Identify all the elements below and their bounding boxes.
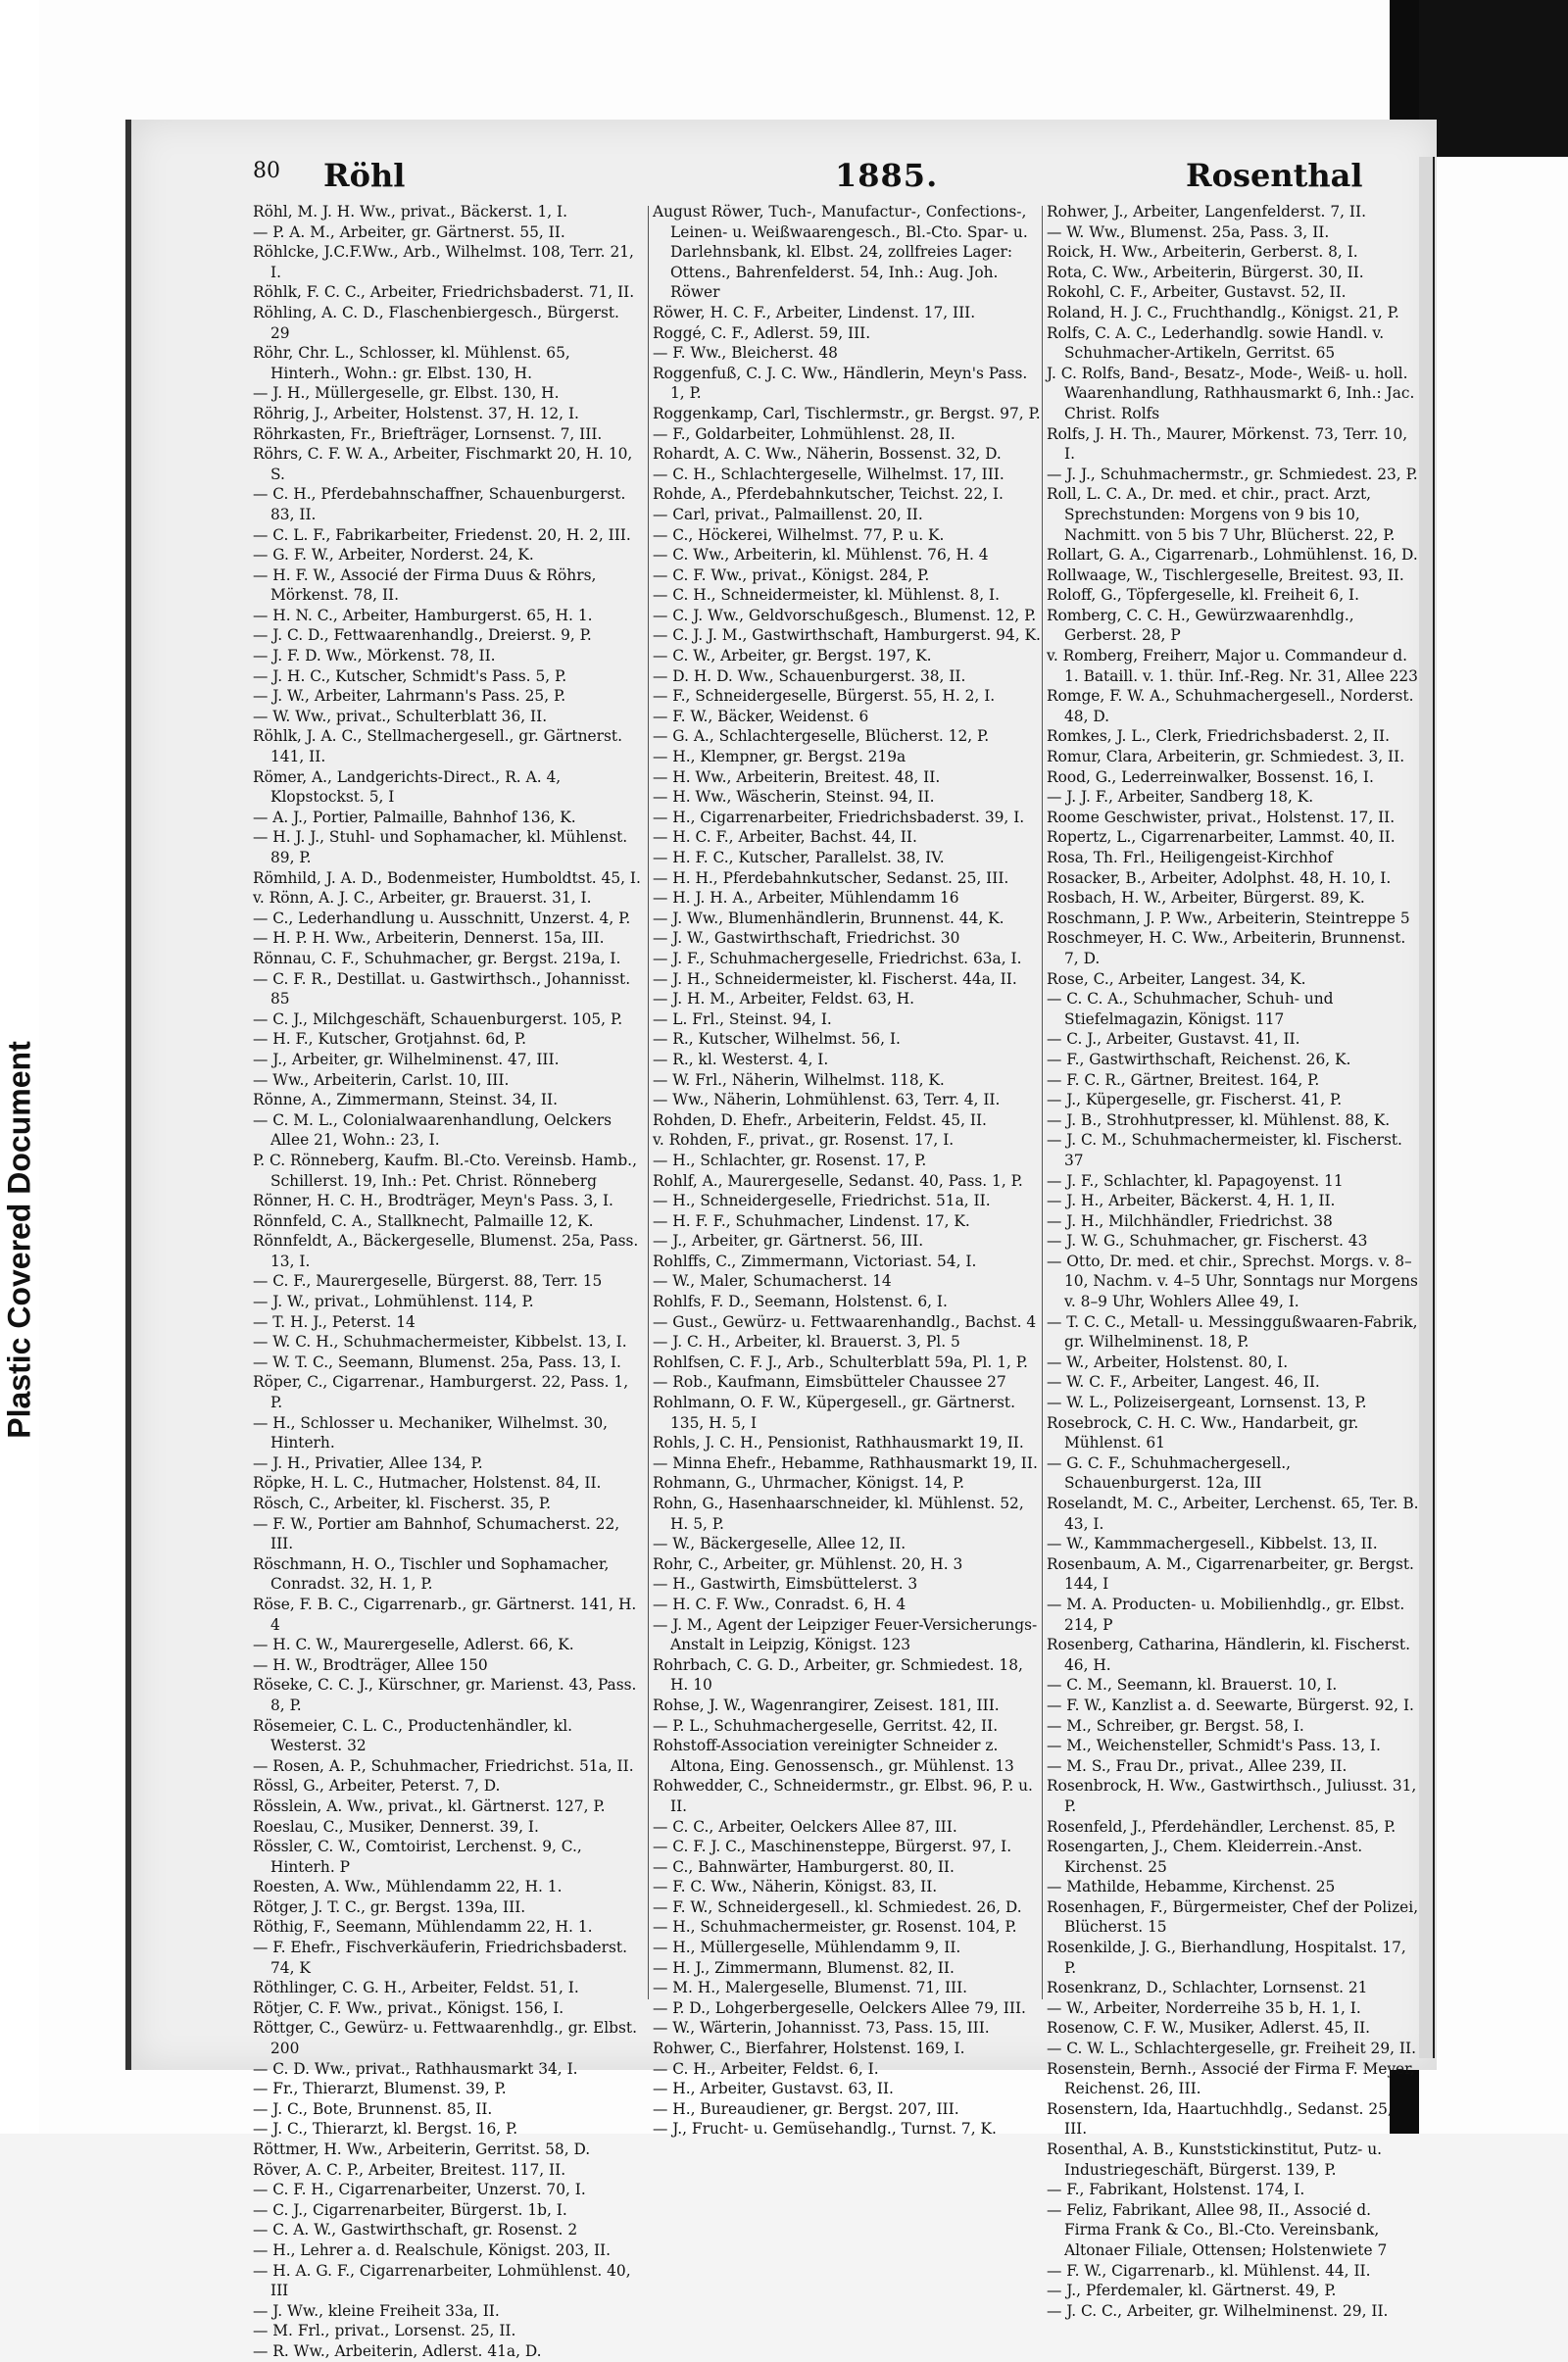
directory-entry: — C. M. L., Colonialwaarenhandlung, Oelckers Allee 21, Wohn.: 23, I. [253,1110,612,1150]
directory-entry: Röwer, H. C. F., Arbeiter, Lindenst. 17, III. [653,303,976,321]
directory-entry: — J., Arbeiter, gr. Gärtnerst. 56, III. [653,1232,924,1251]
directory-entry: — J. Ww., kleine Freiheit 33a, II. [253,2301,500,2320]
directory-entry: — W. Frl., Näherin, Wilhelmst. 118, K. [653,1070,945,1089]
directory-entry: — M., Weichensteller, Schmidt's Pass. 13, I. [1047,1737,1381,1755]
directory-entry: — H. Ww., Wäscherin, Steinst. 94, II. [653,788,935,807]
directory-entry: — Minna Ehefr., Hebamme, Rathhausmarkt 19, II. [653,1453,1038,1472]
directory-entry: — H. J., Zimmermann, Blumenst. 82, II. [653,1958,955,1977]
directory-entry: — C. J. Ww., Geldvorschußgesch., Blumenst. 12, P. [653,606,1037,624]
directory-entry: Rohlmann, O. F. W., Küpergesell., gr. Gärtnerst. 135, H. 5, I [653,1394,1015,1432]
directory-entry: Rönnfeld, C. A., Stallknecht, Palmaille 12, K. [253,1211,594,1230]
directory-entry: — P. L., Schuhmachergeselle, Gerritst. 42, II. [653,1716,999,1735]
directory-entry: — C. J., Cigarrenarbeiter, Bürgerst. 1b, I. [253,2200,567,2219]
directory-entry: — F., Fabrikant, Holstenst. 174, I. [1047,2181,1305,2199]
directory-entry: Röseke, C. C. J., Kürschner, gr. Marienst. 43, Pass. 8, P. [253,1676,637,1714]
directory-entry: v. Rohden, F., privat., gr. Rosenst. 17, I. [653,1131,955,1150]
directory-entry: — W. C. F., Arbeiter, Langest. 46, II. [1047,1373,1320,1392]
directory-entry: — F. W., Schneidergesell., kl. Schmiedest. 26, D. [653,1897,1022,1916]
directory-entry: — J. H. M., Arbeiter, Feldst. 63, H. [653,990,915,1009]
directory-entry: — F. C. Ww., Näherin, Königst. 83, II. [653,1878,938,1896]
directory-entry: — C. W., Arbeiter, gr. Bergst. 197, K. [653,647,932,665]
directory-entry: — W., Bäckergeselle, Allee 12, II. [653,1535,906,1553]
directory-entry: — J. W., Gastwirthschaft, Friedrichst. 30 [653,929,960,948]
directory-entry: — J., Arbeiter, gr. Wilhelminenst. 47, III. [253,1050,560,1068]
directory-entry: — M. H., Malergeselle, Blumenst. 71, III. [653,1979,968,1997]
directory-entry: Röttger, C., Gewürz- u. Fettwaarenhdlg., gr. Elbst. 200 [253,2019,637,2058]
directory-entry: — C. H., Schlachtergeselle, Wilhelmst. 17, III. [653,465,1004,483]
directory-entry: — F. C. R., Gärtner, Breitest. 164, P. [1047,1070,1320,1089]
directory-entry: Rohden, D. Ehefr., Arbeiterin, Feldst. 45, II. [653,1110,987,1129]
directory-entry: — H., Müllergeselle, Mühlendamm 9, II. [653,1939,961,1957]
directory-entry: Roick, H. Ww., Arbeiterin, Gerberst. 8, I. [1047,243,1358,262]
column-3 [1047,202,1419,2320]
directory-entry: — J. F., Schuhmachergeselle, Friedrichst. 63a, I. [653,949,1022,967]
directory-entry: Roselandt, M. C., Arbeiter, Lerchenst. 65, Ter. B. 43, I. [1047,1495,1419,1533]
directory-entry: Rosenthal, A. B., Kunststickinstitut, Putz- u. Industriegeschäft, Bürgerst. 139, P. [1047,2141,1383,2179]
directory-entry: — J. M., Agent der Leipziger Feuer-Versicherungs-Anstalt in Leipzig, Königst. 123 [653,1615,1038,1654]
directory-entry: Röpke, H. L. C., Hutmacher, Holstenst. 84, II. [253,1474,602,1493]
directory-entry: — A. J., Portier, Palmaille, Bahnhof 136, K. [253,808,576,826]
directory-entry: — J. F., Schlachter, kl. Papagoyenst. 11 [1047,1171,1344,1190]
directory-entry: Rohlfs, F. D., Seemann, Holstenst. 6, I. [653,1293,948,1311]
directory-entry: — H. A. G. F., Cigarrenarbeiter, Lohmühlenst. 40, III [253,2261,631,2300]
directory-entry: Roland, H. J. C., Fruchthandlg., Königst. 21, P. [1047,303,1399,321]
directory-entry: Rössler, C. W., Comtoirist, Lerchenst. 9, C., Hinterh. P [253,1838,582,1876]
directory-entry: Rösch, C., Arbeiter, kl. Fischerst. 35, P. [253,1495,551,1512]
directory-entry: Rönne, A., Zimmermann, Steinst. 34, II. [253,1091,558,1109]
directory-entry: Rosenkranz, D., Schlachter, Lornsenst. 21 [1047,1979,1368,1997]
directory-entry: Rohlfsen, C. F. J., Arb., Schulterblatt 59a, Pl. 1, P. [653,1353,1028,1371]
directory-entry: Rosenfeld, J., Pferdehändler, Lerchenst. 85, P. [1047,1817,1396,1836]
directory-entry: Rood, G., Lederreinwalker, Bossenst. 16, I. [1047,767,1374,786]
directory-entry: Rohlffs, C., Zimmermann, Victoriast. 54, I. [653,1252,977,1270]
directory-entry: Rolfs, C. A. C., Lederhandlg. sowie Handl. v. Schuhmacher-Artikeln, Gerritst. 65 [1047,323,1385,363]
directory-entry: — J. C., Thierarzt, kl. Bergst. 16, P. [253,2120,518,2139]
directory-entry: — W., Arbeiter, Norderreihe 35 b, H. 1, I. [1047,1998,1361,2017]
directory-entry: — H. J. J., Stuhl- und Sophamacher, kl. Mühlenst. 89, P. [253,828,628,866]
directory-entry: Rohn, G., Hasenhaarschneider, kl. Mühlenst. 52, H. 5, P. [653,1495,1024,1533]
directory-entry: Rohmann, G., Uhrmacher, Königst. 14, P. [653,1474,965,1493]
header-year: 1885. [835,157,939,194]
directory-entry: — J. H. C., Kutscher, Schmidt's Pass. 5, P. [253,666,567,685]
directory-entry: — H. H., Pferdebahnkutscher, Sedanst. 25, III. [653,868,1009,887]
directory-entry: — H. P. H. Ww., Arbeiterin, Dennerst. 15a, III. [253,929,605,948]
directory-entry: — C. M., Seemann, kl. Brauerst. 10, I. [1047,1676,1338,1695]
directory-entry: — F. Ww., Bleicherst. 48 [653,344,838,363]
directory-entry: — H., Gastwirth, Eimsbüttelerst. 3 [653,1575,918,1594]
directory-entry: Römhild, J. A. D., Bodenmeister, Humboldtst. 45, I. [253,868,641,887]
directory-entry: — C. F. Ww., privat., Königst. 284, P. [653,566,930,584]
directory-entry: Röhrs, C. F. W. A., Arbeiter, Fischmarkt 20, H. 10, S. [253,445,633,483]
directory-entry: — C. C. A., Schuhmacher, Schuh- und Stiefelmagazin, Königst. 117 [1047,990,1334,1028]
directory-entry: Rose, C., Arbeiter, Langest. 34, K. [1047,969,1306,988]
directory-entry: Rokohl, C. F., Arbeiter, Gustavst. 52, II. [1047,283,1347,302]
header-left-word: Röhl [323,157,406,194]
directory-entry: — Feliz, Fabrikant, Allee 98, II., Associé d. Firma Frank & Co., Bl.-Cto. Vereinsbank, Altonaer Filiale, Ottensen; Holstenwiete 7 [1047,2200,1388,2259]
directory-entry: Rosenstein, Bernh., Associé der Firma F. Meyer, Reichenst. 26, III. [1047,2059,1415,2098]
directory-entry: — C. F. R., Destillat. u. Gastwirthsch., Johannisst. 85 [253,969,631,1009]
directory-entry: Romge, F. W. A., Schuhmachergesell., Norderst. 48, D. [1047,687,1414,725]
directory-entry: — C., Bahnwärter, Hamburgerst. 80, II. [653,1857,955,1876]
directory-entry: Rosenbrock, H. Ww., Gastwirthsch., Juliusst. 31, P. [1047,1777,1417,1815]
directory-entry: — C. C., Arbeiter, Oelckers Allee 87, III. [653,1817,957,1836]
directory-entry: — J. J., Schuhmachermstr., gr. Schmiedest. 23, P. [1047,465,1418,483]
directory-entry: — H., Lehrer a. d. Realschule, Königst. 203, II. [253,2240,612,2259]
directory-entry: Rosbach, H. W., Arbeiter, Bürgerst. 89, K. [1047,889,1365,908]
page-edge [1419,157,1435,2058]
directory-entry: — W., Maler, Schumacherst. 14 [653,1272,892,1291]
directory-entry: — C., Höckerei, Wilhelmst. 77, P. u. K. [653,525,945,544]
directory-entry: J. C. Rolfs, Band-, Besatz-, Mode-, Weiß- u. holl. Waarenhandlung, Rathhausmarkt 6, Inh.: Jac. Christ. Rolfs [1047,364,1415,422]
directory-entry: Rohardt, A. C. Ww., Näherin, Bossenst. 32, D. [653,445,1002,464]
directory-entry: — C. J. J. M., Gastwirthschaft, Hamburgerst. 94, K. [653,626,1041,645]
directory-entry: — C. F. J. C., Maschinensteppe, Bürgerst. 97, I. [653,1838,1012,1856]
directory-entry: — J. F. D. Ww., Mörkenst. 78, II. [253,647,496,665]
directory-entry: Rohls, J. C. H., Pensionist, Rathhausmarkt 19, II. [653,1434,1024,1452]
directory-entry: Rössl, G., Arbeiter, Peterst. 7, D. [253,1777,501,1796]
directory-entry: Rosenhagen, F., Bürgermeister, Chef der Polizei, Blücherst. 15 [1047,1897,1419,1937]
directory-entry: — Ww., Arbeiterin, Carlst. 10, III. [253,1070,510,1089]
directory-entry: — G. A., Schlachtergeselle, Blücherst. 12, P. [653,727,990,746]
directory-entry: — J. H., Milchhändler, Friedrichst. 38 [1047,1211,1333,1230]
directory-entry: — J. C. D., Fettwaarenhandlg., Dreierst. 9, P. [253,626,592,645]
directory-entry: Rohde, A., Pferdebahnkutscher, Teichst. 22, I. [653,485,1004,504]
directory-entry: Roschmann, J. P. Ww., Arbeiterin, Steintreppe 5 [1047,909,1410,927]
directory-entry: Röhr, Chr. L., Schlosser, kl. Mühlenst. 65, Hinterh., Wohn.: gr. Elbst. 130, H. [253,344,570,382]
directory-entry: — J. C. H., Arbeiter, kl. Brauerst. 3, Pl. 5 [653,1333,960,1352]
directory-entry: — J. H., Arbeiter, Bäckerst. 4, H. 1, II. [1047,1192,1336,1210]
directory-entry: — M. A. Producten- u. Mobilienhdlg., gr. Elbst. 214, P [1047,1595,1405,1634]
directory-entry: — H., Cigarrenarbeiter, Friedrichsbaderst. 39, I. [653,808,1025,826]
directory-entry: Rolfs, J. H. Th., Maurer, Mörkenst. 73, Terr. 10, I. [1047,424,1408,464]
directory-entry: Rönnau, C. F., Schuhmacher, gr. Bergst. 219a, I. [253,949,621,967]
directory-entry: — J., Küpergeselle, gr. Fischerst. 41, P. [1047,1091,1343,1109]
directory-entry: — H. C. W., Maurergeselle, Adlerst. 66, K. [253,1636,574,1654]
directory-entry: — H. F. W., Associé der Firma Duus & Röhrs, Mörkenst. 78, II. [253,566,597,605]
directory-entry: — H., Bureaudiener, gr. Bergst. 207, III. [653,2099,959,2118]
directory-entry: Romur, Clara, Arbeiterin, gr. Schmiedest. 3, II. [1047,748,1405,766]
directory-entry: Rosenow, C. F. W., Musiker, Adlerst. 45, II. [1047,2019,1371,2038]
directory-entry: — R. Ww., Arbeiterin, Adlerst. 41a, D. [253,2341,542,2360]
directory-entry: — P. A. M., Arbeiter, gr. Gärtnerst. 55, II. [253,222,565,241]
directory-entry: Röhrkasten, Fr., Briefträger, Lornsenst. 7, III. [253,424,603,443]
directory-entry: — L. Frl., Steinst. 94, I. [653,1009,832,1028]
directory-entry: Röse, F. B. C., Cigarrenarb., gr. Gärtnerst. 141, H. 4 [253,1595,637,1634]
directory-entry: — C., Lederhandlung u. Ausschnitt, Unzerst. 4, P. [253,909,631,927]
directory-entry: Rönner, H. C. H., Brodträger, Meyn's Pass. 3, I. [253,1192,613,1210]
directory-entry: — C. F. H., Cigarrenarbeiter, Unzerst. 70, I. [253,2181,586,2199]
directory-entry: — Otto, Dr. med. et chir., Sprechst. Morgs. v. 8–10, Nachm. v. 4–5 Uhr, Sonntags nur Morgens v. 8–9 Uhr, Wohlers Allee 49, I. [1047,1252,1418,1311]
directory-entry: — H. J. H. A., Arbeiter, Mühlendamm 16 [653,889,959,908]
directory-entry: Rosenstern, Ida, Haartuchhdlg., Sedanst. 25, III. [1047,2099,1393,2139]
directory-entry: — C. F., Maurergeselle, Bürgerst. 88, Terr. 15 [253,1272,603,1291]
directory-entry: Rosacker, B., Arbeiter, Adolphst. 48, H. 10, I. [1047,868,1392,887]
directory-entry: — W. C. H., Schuhmachermeister, Kibbelst. 13, I. [253,1333,627,1352]
directory-entry: — W., Kammmachergesell., Kibbelst. 13, II. [1047,1535,1378,1553]
directory-entry: — H. C. F., Arbeiter, Bachst. 44, II. [653,828,917,847]
directory-entry: Rohwer, C., Bierfahrer, Holstenst. 169, I. [653,2040,965,2058]
directory-entry: Röschmann, H. O., Tischler und Sophamacher, Conradst. 32, H. 1, P. [253,1554,610,1594]
directory-entry: — G. F. W., Arbeiter, Norderst. 24, K. [253,546,534,565]
directory-entry: — J. J. F., Arbeiter, Sandberg 18, K. [1047,788,1314,807]
directory-entry: Rohse, J. W., Wagenrangirer, Zeisest. 181, III. [653,1696,1000,1714]
directory-entry: — J. Ww., Blumenhändlerin, Brunnenst. 44, K. [653,909,1004,927]
directory-entry: Röver, A. C. P., Arbeiter, Breitest. 117, II. [253,2160,566,2179]
directory-entry: — H. F., Kutscher, Grotjahnst. 6d, P. [253,1030,526,1049]
directory-entry: — Ww., Näherin, Lohmühlenst. 63, Terr. 4, II. [653,1091,1001,1109]
directory-entry: Rosengarten, J., Chem. Kleiderrein.-Anst. Kirchenst. 25 [1047,1838,1363,1876]
directory-entry: Rosenberg, Catharina, Händlerin, kl. Fischerst. 46, H. [1047,1636,1410,1674]
directory-entry: — C. H., Arbeiter, Feldst. 6, I. [653,2059,879,2078]
directory-entry: Römer, A., Landgerichts-Direct., R. A. 4, Klopstockst. 5, I [253,767,562,807]
directory-entry: — Rosen, A. P., Schuhmacher, Friedrichst. 51a, II. [253,1756,634,1775]
directory-entry: — C. A. W., Gastwirthschaft, gr. Rosenst. 2 [253,2221,578,2239]
column-1 [253,202,643,2360]
directory-entry: — H. F. C., Kutscher, Parallelst. 38, IV. [653,849,945,866]
directory-entry: — J., Pferdemaler, kl. Gärtnerst. 49, P. [1047,2282,1337,2300]
directory-entry: — F. W., Portier am Bahnhof, Schumacherst. 22, III. [253,1514,620,1553]
directory-entry: — C. D. Ww., privat., Rathhausmarkt 34, I. [253,2059,578,2078]
directory-entry: Röper, C., Cigarrenar., Hamburgerst. 22, Pass. 1, P. [253,1373,629,1412]
header-right-word: Rosenthal [1186,157,1363,194]
directory-entry: — R., kl. Westerst. 4, I. [653,1050,829,1068]
directory-entry: — F. W., Cigarrenarb., kl. Mühlenst. 44, II. [1047,2261,1371,2280]
directory-entry: — H., Schneidergeselle, Friedrichst. 51a, II. [653,1192,991,1210]
side-label-text: Plastic Covered Document [1,1041,37,1439]
directory-entry: — Gust., Gewürz- u. Fettwaarenhandlg., Bachst. 4 [653,1312,1037,1331]
directory-entry: Rohlf, A., Maurergeselle, Sedanst. 40, Pass. 1, P. [653,1171,1023,1190]
directory-entry: — H., Arbeiter, Gustavst. 63, II. [653,2080,894,2098]
column-rule [648,206,649,1999]
directory-entry: — J. W. G., Schuhmacher, gr. Fischerst. 43 [1047,1232,1368,1251]
directory-entry: Rötjer, C. F. Ww., privat., Königst. 156, I. [253,1998,564,2017]
directory-entry: Roloff, G., Töpfergeselle, kl. Freiheit 6, I. [1047,586,1359,605]
directory-entry: — J. C., Bote, Brunnenst. 85, II. [253,2099,493,2118]
directory-entry: — C. J., Milchgeschäft, Schauenburgerst. 105, P. [253,1009,623,1028]
directory-entry: — W. T. C., Seemann, Blumenst. 25a, Pass. 13, I. [253,1353,621,1371]
directory-entry: — Rob., Kaufmann, Eimsbütteler Chaussee 27 [653,1373,1006,1392]
directory-entry: Rötger, J. T. C., gr. Bergst. 139a, III. [253,1897,526,1916]
directory-entry: — F. Ehefr., Fischverkäuferin, Friedrichsbaderst. 74, K [253,1939,627,1977]
directory-entry: Röttmer, H. Ww., Arbeiterin, Gerritst. 58, D. [253,2141,591,2158]
directory-entry: — H., Klempner, gr. Bergst. 219a [653,748,906,766]
directory-entry: Roggenkamp, Carl, Tischlermstr., gr. Bergst. 97, P. [653,404,1041,422]
directory-entry: — H. N. C., Arbeiter, Hamburgerst. 65, H. 1. [253,606,593,624]
directory-entry: Röhlk, F. C. C., Arbeiter, Friedrichsbaderst. 71, II. [253,283,635,302]
directory-entry: — H. F. F., Schuhmacher, Lindenst. 17, K. [653,1211,970,1230]
directory-entry: Roesten, A. Ww., Mühlendamm 22, H. 1. [253,1878,563,1896]
directory-entry: — C. W. L., Schlachtergeselle, gr. Freiheit 29, II. [1047,2040,1416,2058]
directory-entry: — C. J., Arbeiter, Gustavst. 41, II. [1047,1030,1300,1049]
directory-entry: Rosebrock, C. H. C. Ww., Handarbeit, gr. Mühlenst. 61 [1047,1413,1359,1452]
directory-entry: Rösemeier, C. L. C., Productenhändler, kl. Westerst. 32 [253,1716,573,1755]
directory-entry: Rota, C. Ww., Arbeiterin, Bürgerst. 30, II. [1047,263,1364,281]
directory-entry: — W. Ww., Blumenst. 25a, Pass. 3, II. [1047,222,1330,241]
directory-entry: Romberg, C. C. H., Gewürzwaarenhdlg., Gerberst. 28, P [1047,606,1354,645]
directory-entry: Röthlinger, C. G. H., Arbeiter, Feldst. 51, I. [253,1979,579,1997]
directory-entry: — W. L., Polizeisergeant, Lornsenst. 13, P. [1047,1394,1367,1412]
directory-entry: Rohr, C., Arbeiter, gr. Mühlenst. 20, H. 3 [653,1554,963,1573]
directory-entry: Röthig, F., Seemann, Mühlendamm 22, H. 1. [253,1918,593,1937]
directory-entry: Roome Geschwister, privat., Holstenst. 17, II. [1047,808,1396,826]
directory-entry: Rosenbaum, A. M., Cigarrenarbeiter, gr. Bergst. 144, I [1047,1554,1414,1594]
directory-entry: Ropertz, L., Cigarrenarbeiter, Lammst. 40, II. [1047,828,1396,847]
directory-entry: Rollart, G. A., Cigarrenarb., Lohmühlenst. 16, D. [1047,546,1418,565]
directory-entry: — C. Ww., Arbeiterin, kl. Mühlenst. 76, H. 4 [653,546,989,565]
directory-entry: — F. W., Bäcker, Weidenst. 6 [653,707,869,725]
directory-entry: Röhlk, J. A. C., Stellmachergesell., gr. Gärtnerst. 141, II. [253,727,622,766]
directory-entry: — C. L. F., Fabrikarbeiter, Friedenst. 20, H. 2, III. [253,525,631,544]
directory-entry: — D. H. D. Ww., Schauenburgerst. 38, II. [653,666,966,685]
page-number: 80 [253,159,280,183]
directory-entry: — F., Goldarbeiter, Lohmühlenst. 28, II. [653,424,956,443]
directory-entry: Rönnfeldt, A., Bäckergeselle, Blumenst. 25a, Pass. 13, I. [253,1232,639,1270]
directory-entry: — F., Schneidergeselle, Bürgerst. 55, H. 2, I. [653,687,996,706]
column-2 [653,202,1043,2139]
page-header [127,155,1421,206]
directory-entry: Roll, L. C. A., Dr. med. et chir., pract. Arzt, Sprechstunden: Morgens von 9 bis 10, Nachmitt. von 5 bis 7 Uhr, Blücherst. 22, P. [1047,485,1396,544]
directory-entry: Röhl, M. J. H. Ww., privat., Bäckerst. 1, I. [253,203,567,221]
directory-entry: — H., Schuhmachermeister, gr. Rosenst. 104, P. [653,1918,1017,1937]
directory-entry: Rösslein, A. Ww., privat., kl. Gärtnerst. 127, P. [253,1796,606,1815]
directory-entry: Rosa, Th. Frl., Heiligengeist-Kirchhof [1047,849,1333,866]
side-label-strip [0,0,39,2134]
directory-entry: Romkes, J. L., Clerk, Friedrichsbaderst. 2, II. [1047,727,1390,746]
directory-entry: — J. C. C., Arbeiter, gr. Wilhelminenst. 29, II. [1047,2301,1389,2320]
directory-entry: — J. H., Schneidermeister, kl. Fischerst. 44a, II. [653,969,1017,988]
scan-corner [1419,0,1568,157]
directory-entry: — Mathilde, Hebamme, Kirchenst. 25 [1047,1878,1336,1896]
directory-entry: Rohwer, J., Arbeiter, Langenfelderst. 7, II. [1047,203,1366,221]
directory-entry: — R., Kutscher, Wilhelmst. 56, I. [653,1030,901,1049]
directory-entry: — M. Frl., privat., Lorsenst. 25, II. [253,2322,516,2340]
directory-entry: — H. Ww., Arbeiterin, Breitest. 48, II. [653,767,941,786]
directory-entry: — C. H., Schneidermeister, kl. Mühlenst. 8, I. [653,586,1000,605]
directory-entry: — J. B., Strohhutpresser, kl. Mühlenst. 88, K. [1047,1110,1391,1129]
directory-entry: Roeslau, C., Musiker, Dennerst. 39, I. [253,1817,539,1836]
directory-entry: P. C. Rönneberg, Kaufm. Bl.-Cto. Vereinsb. Hamb., Schillerst. 19, Inh.: Pet. Christ. Rönneberg [253,1151,637,1190]
directory-entry: — T. C. C., Metall- u. Messinggußwaaren-Fabrik, gr. Wilhelminenst. 18, P. [1047,1312,1418,1352]
directory-entry: — F., Gastwirthschaft, Reichenst. 26, K. [1047,1050,1351,1068]
directory-entry: — G. C. F., Schuhmachergesell., Schauenburgerst. 12a, III [1047,1453,1292,1493]
directory-entry: — P. D., Lohgerbergeselle, Oelckers Allee 79, III. [653,1998,1026,2017]
directory-entry: — H., Schlachter, gr. Rosenst. 17, P. [653,1151,927,1169]
directory-entry: v. Rönn, A. J. C., Arbeiter, gr. Brauerst. 31, I. [253,889,592,908]
directory-entry: Roschmeyer, H. C. Ww., Arbeiterin, Brunnenst. 7, D. [1047,929,1406,967]
directory-entry: — H. W., Brodträger, Allee 150 [253,1655,488,1674]
directory-entry: Rollwaage, W., Tischlergeselle, Breitest. 93, II. [1047,566,1404,584]
directory-entry: — H., Schlosser u. Mechaniker, Wilhelmst. 30, Hinterh. [253,1413,609,1452]
directory-entry: — W. Ww., privat., Schulterblatt 36, II. [253,707,548,725]
directory-entry: Röhling, A. C. D., Flaschenbiergesch., Bürgerst. 29 [253,303,619,342]
directory-entry: — J. W., Arbeiter, Lahrmann's Pass. 25, P. [253,687,566,706]
directory-entry: August Röwer, Tuch-, Manufactur-, Confections-, Leinen- u. Weißwaarengesch., Bl.-Cto. Spar- u. Darlehnsbank, kl. Elbst. 24, zollfreies Lager: Ottens., Bahrenfelderst. 54, Inh.: Aug. Joh. Röwer [653,203,1028,302]
directory-entry: — J. H., Privatier, Allee 134, P. [253,1453,483,1472]
directory-entry: — W., Wärterin, Johannisst. 73, Pass. 15, III. [653,2019,990,2038]
directory-entry: — C. H., Pferdebahnschaffner, Schauenburgerst. 83, II. [253,485,626,523]
directory-entry: Rohwedder, C., Schneidermstr., gr. Elbst. 96, P. u. II. [653,1777,1033,1815]
directory-entry: Roggenfuß, C. J. C. Ww., Händlerin, Meyn's Pass. 1, P. [653,364,1028,403]
directory-entry: — W., Arbeiter, Holstenst. 80, I. [1047,1353,1289,1371]
directory-entry: Rohstoff-Association vereinigter Schneider z. Altona, Eing. Genossensch., gr. Mühlenst. 13 [653,1737,1014,1775]
directory-entry: — J. W., privat., Lohmühlenst. 114, P. [253,1293,534,1311]
directory-entry: — J. C. M., Schuhmachermeister, kl. Fischerst. 37 [1047,1131,1402,1169]
directory-entry: — H. C. F. Ww., Conradst. 6, H. 4 [653,1595,906,1613]
directory-entry: — F. W., Kanzlist a. d. Seewarte, Bürgerst. 92, I. [1047,1696,1414,1714]
directory-entry: Rosenkilde, J. G., Bierhandlung, Hospitalst. 17, P. [1047,1939,1406,1977]
directory-entry: — M. S., Frau Dr., privat., Allee 239, II. [1047,1756,1348,1775]
directory-entry: v. Romberg, Freiherr, Major u. Commandeur d. 1. Bataill. v. 1. thür. Inf.-Reg. Nr. 31, Allee 223 [1047,647,1418,685]
directory-entry: — Fr., Thierarzt, Blumenst. 39, P. [253,2080,507,2098]
directory-entry: — J. H., Müllergeselle, gr. Elbst. 130, H. [253,384,560,403]
directory-entry: Röhrig, J., Arbeiter, Holstenst. 37, H. 12, I. [253,404,579,422]
directory-entry: Rohrbach, C. G. D., Arbeiter, gr. Schmiedest. 18, H. 10 [653,1655,1023,1695]
directory-entry: — Carl, privat., Palmaillenst. 20, II. [653,505,923,523]
directory-entry: — J., Frucht- u. Gemüsehandlg., Turnst. 7, K. [653,2120,997,2139]
directory-entry: Roggé, C. F., Adlerst. 59, III. [653,323,871,342]
directory-entry: — M., Schreiber, gr. Bergst. 58, I. [1047,1716,1304,1735]
directory-entry: — T. H. J., Peterst. 14 [253,1312,416,1331]
directory-entry: Röhlcke, J.C.F.Ww., Arb., Wilhelmst. 108, Terr. 21, I. [253,243,634,281]
